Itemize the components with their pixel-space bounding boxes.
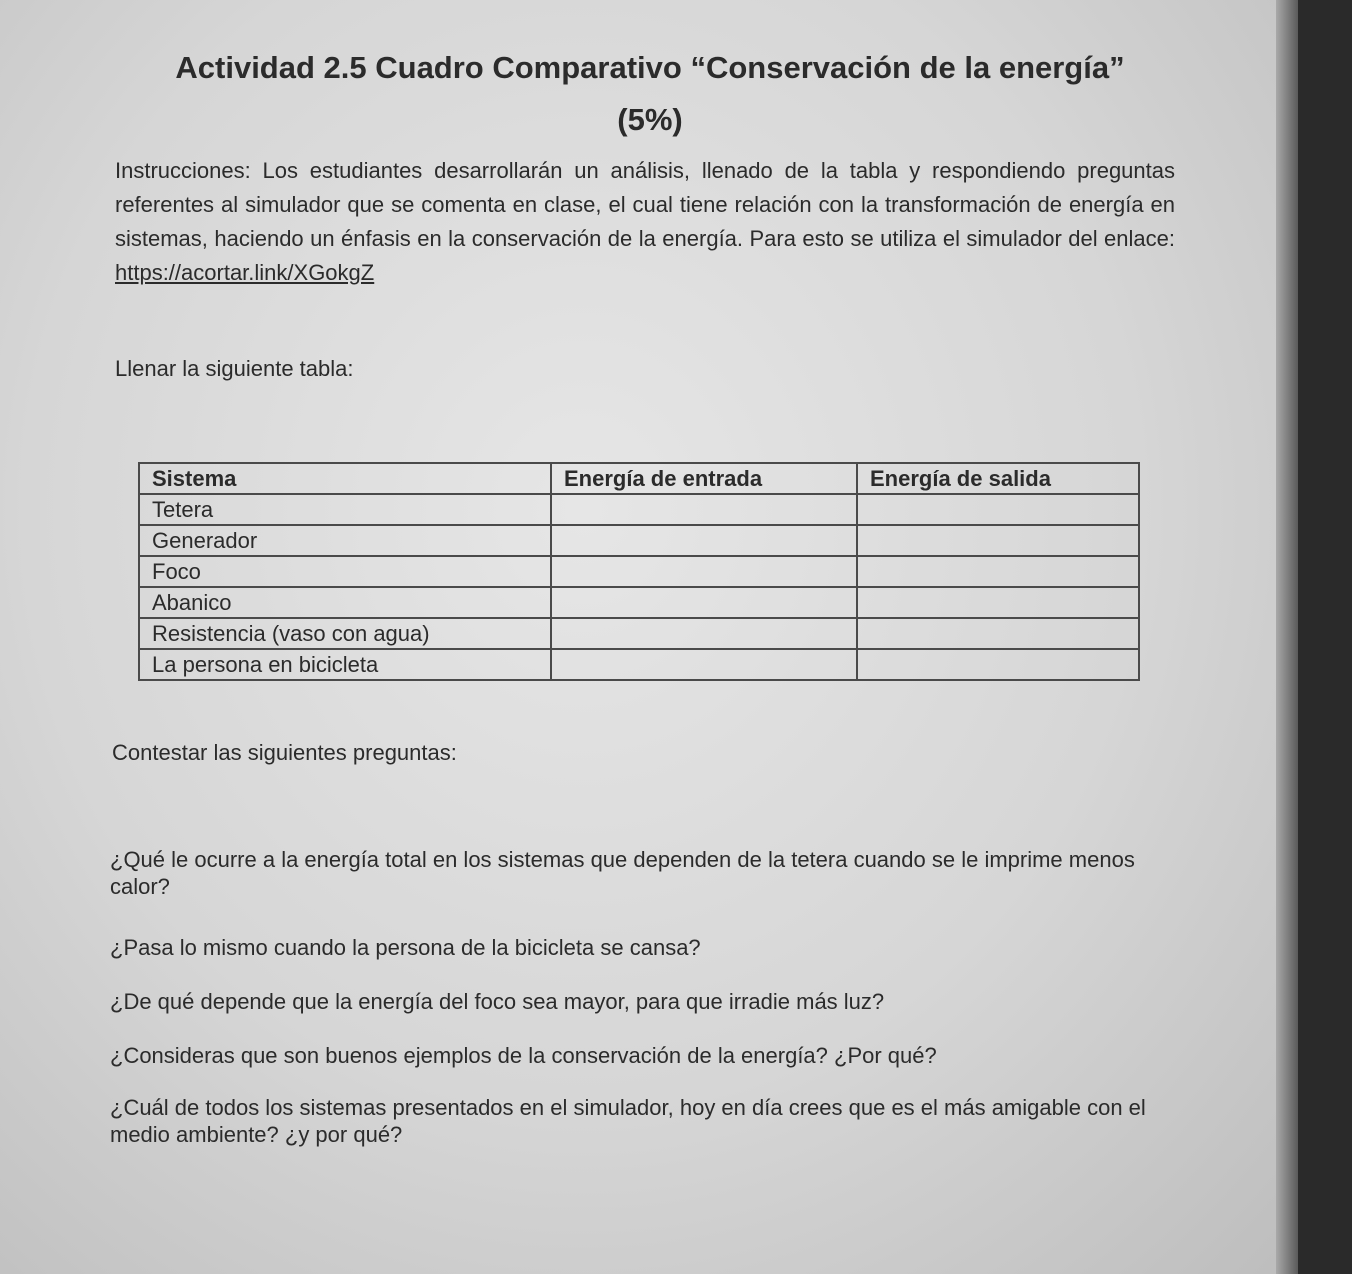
question-2: ¿Pasa lo mismo cuando la persona de la bicicleta se cansa? [110, 935, 701, 960]
instructions-text: Instrucciones: Los estudiantes desarrollarán un análisis, llenado de la tabla y respondiendo preguntas referentes al simulador que se comenta en clase, el cual tiene relación con la transformación de energía en sistemas, haciendo un énfasis en la conservación de la energía. Para esto se utiliza el simulador del enlace: [115, 158, 1175, 251]
table-row [139, 556, 1139, 587]
cell-energia-salida[interactable] [857, 556, 1139, 587]
page-edge-shadow [1276, 0, 1298, 1274]
simulator-link[interactable]: https://acortar.link/XGokgZ [115, 260, 375, 285]
cell-sistema: Foco [139, 556, 551, 587]
cell-energia-entrada[interactable] [551, 494, 857, 525]
table-header-row [139, 463, 1139, 494]
energy-table [138, 462, 1140, 681]
header-energia-salida: Energía de salida [857, 463, 1139, 494]
table-row [139, 494, 1139, 525]
title-line-2: (5%) [617, 102, 683, 137]
cell-energia-entrada[interactable] [551, 587, 857, 618]
cell-energia-salida[interactable] [857, 649, 1139, 680]
questions-instruction: Contestar las siguientes preguntas: [112, 740, 457, 765]
table-row [139, 525, 1139, 556]
cell-sistema: Generador [139, 525, 551, 556]
question-4: ¿Consideras que son buenos ejemplos de la conservación de la energía? ¿Por qué? [110, 1043, 937, 1068]
cell-sistema: Abanico [139, 587, 551, 618]
cell-energia-entrada[interactable] [551, 649, 857, 680]
question-3: ¿De qué depende que la energía del foco sea mayor, para que irradie más luz? [110, 989, 885, 1014]
cell-energia-entrada[interactable] [551, 618, 857, 649]
cell-sistema: Tetera [139, 494, 551, 525]
question-1: ¿Qué le ocurre a la energía total en los sistemas que dependen de la tetera cuando se le imprime menos calor? [110, 847, 1135, 899]
cell-sistema: La persona en bicicleta [139, 649, 551, 680]
table-row [139, 649, 1139, 680]
table-instruction: Llenar la siguiente tabla: [115, 356, 354, 381]
cell-energia-entrada[interactable] [551, 556, 857, 587]
cell-energia-salida[interactable] [857, 587, 1139, 618]
header-energia-entrada: Energía de entrada [551, 463, 857, 494]
question-5: ¿Cuál de todos los sistemas presentados en el simulador, hoy en día crees que es el más amigable con el medio ambiente? ¿y por qué? [110, 1095, 1146, 1147]
cell-sistema: Resistencia (vaso con agua) [139, 618, 551, 649]
cell-energia-salida[interactable] [857, 494, 1139, 525]
cell-energia-entrada[interactable] [551, 525, 857, 556]
instructions-paragraph [115, 154, 1175, 290]
header-sistema: Sistema [139, 463, 551, 494]
cell-energia-salida[interactable] [857, 525, 1139, 556]
document-title [90, 42, 1210, 146]
title-line-1: Actividad 2.5 Cuadro Comparativo “Conservación de la energía” [175, 50, 1125, 85]
table-row [139, 587, 1139, 618]
cell-energia-salida[interactable] [857, 618, 1139, 649]
table-row [139, 618, 1139, 649]
